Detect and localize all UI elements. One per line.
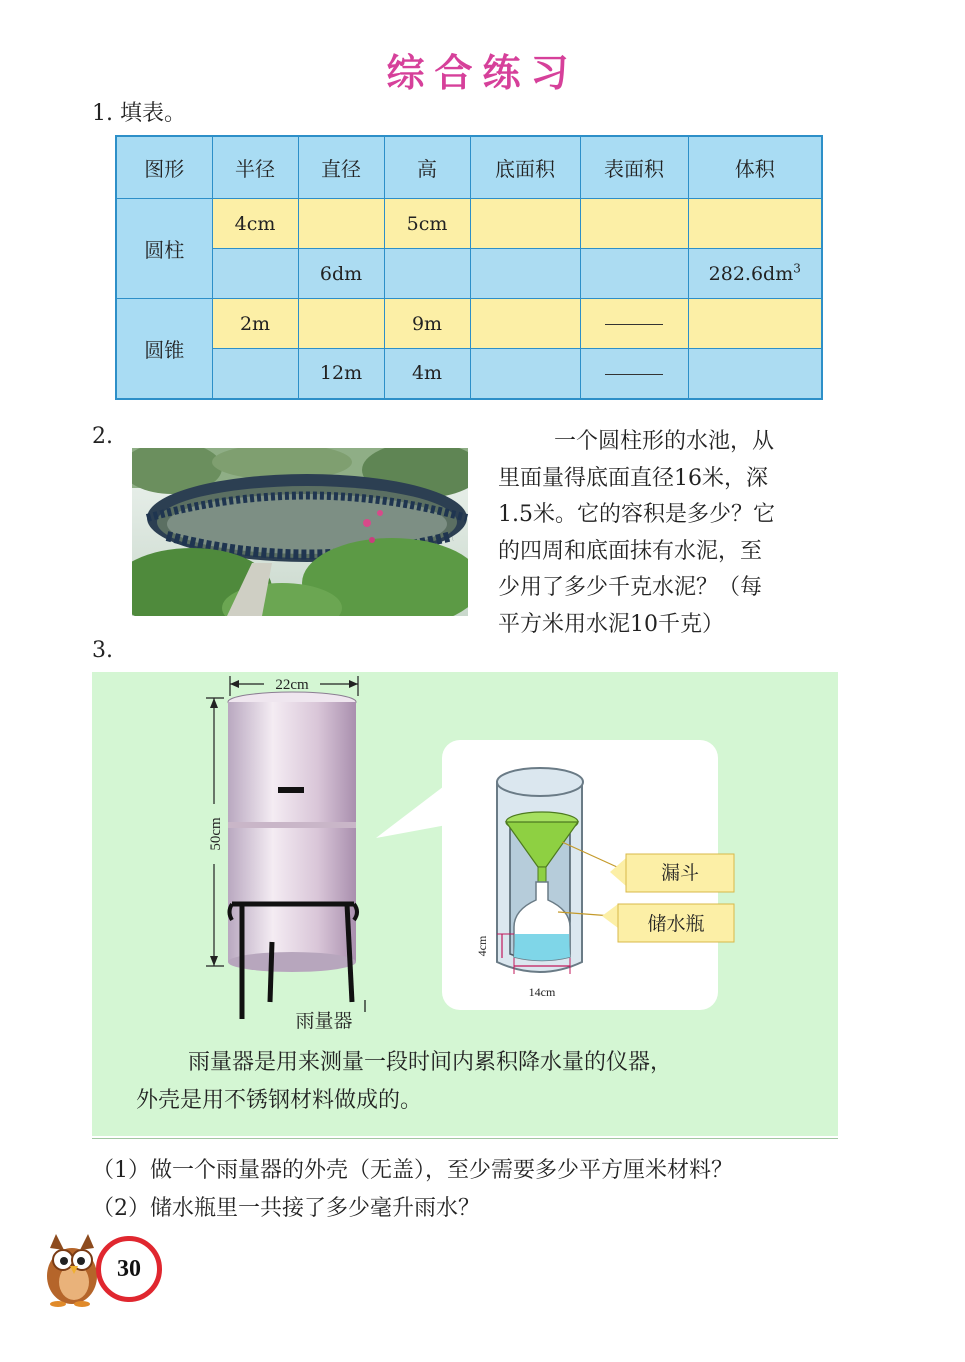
cell-diameter[interactable] bbox=[298, 299, 384, 349]
cell-surface-area[interactable] bbox=[580, 249, 688, 299]
header-radius: 半径 bbox=[212, 136, 298, 199]
divider bbox=[92, 1138, 838, 1139]
page-number: 30 bbox=[96, 1236, 162, 1302]
question-2-text bbox=[498, 424, 848, 643]
bottle-label: 储水瓶 bbox=[647, 913, 705, 935]
table-row bbox=[116, 199, 822, 249]
header-shape: 图形 bbox=[116, 136, 212, 199]
dash-mark bbox=[605, 374, 663, 375]
table-header-row bbox=[116, 136, 822, 199]
table-row bbox=[116, 349, 822, 399]
cell-base-area[interactable] bbox=[470, 249, 580, 299]
cell-radius[interactable] bbox=[212, 249, 298, 299]
cell-height[interactable] bbox=[384, 249, 470, 299]
text-line: 少用了多少千克水泥？（每 bbox=[498, 575, 763, 600]
question-1-label: 1. 填表。 bbox=[92, 101, 186, 126]
cell-radius[interactable] bbox=[212, 349, 298, 399]
cell-surface-area[interactable] bbox=[580, 199, 688, 249]
rain-gauge-illustration bbox=[92, 672, 838, 1052]
text-line: 平方米用水泥10千克） bbox=[498, 611, 724, 637]
text-line: 里面量得底面直径16米，深 bbox=[498, 465, 768, 491]
rain-gauge-label: 雨量器 bbox=[295, 1010, 353, 1032]
bottle-width-label: 14cm bbox=[528, 985, 556, 999]
volume-value: 282.6dm bbox=[708, 262, 794, 285]
cell-base-area[interactable] bbox=[470, 199, 580, 249]
funnel-label: 漏斗 bbox=[660, 862, 700, 884]
owl-icon bbox=[38, 1226, 104, 1308]
cell-base-area[interactable] bbox=[470, 299, 580, 349]
fill-in-table bbox=[115, 135, 823, 400]
description-line: 雨量器是用来测量一段时间内累积降水量的仪器， bbox=[188, 1050, 673, 1075]
cell-surface-area-na bbox=[580, 299, 688, 349]
width-dimension-label: 22cm bbox=[275, 677, 309, 693]
cell-diameter: 6dm bbox=[298, 249, 384, 299]
description-line: 外壳是用不锈钢材料做成的。 bbox=[136, 1088, 423, 1113]
cell-radius: 2m bbox=[212, 299, 298, 349]
text-line: 的四周和底面抹有水泥，至 bbox=[498, 538, 763, 564]
text-line: 1.5米。它的容积是多少？它 bbox=[498, 502, 775, 527]
subquestion-1: （1）做一个雨量器的外壳（无盖），至少需要多少平方厘米材料？ bbox=[92, 1158, 733, 1183]
header-surface-area: 表面积 bbox=[580, 136, 688, 199]
header-diameter: 直径 bbox=[298, 136, 384, 199]
question-3-number: 3. bbox=[92, 638, 113, 663]
cell-radius: 4cm bbox=[212, 199, 298, 249]
cell-surface-area-na bbox=[580, 349, 688, 399]
row-label-cylinder: 圆柱 bbox=[116, 199, 212, 299]
text-line: 一个圆柱形的水池，从 bbox=[554, 429, 775, 454]
volume-exponent: 3 bbox=[793, 261, 801, 276]
cell-diameter: 12m bbox=[298, 349, 384, 399]
header-height: 高 bbox=[384, 136, 470, 199]
cell-height: 5cm bbox=[384, 199, 470, 249]
water-height-label: 4cm bbox=[475, 935, 489, 957]
header-base-area: 底面积 bbox=[470, 136, 580, 199]
cell-volume bbox=[688, 249, 822, 299]
question-3-subquestions bbox=[92, 1152, 912, 1228]
cell-diameter[interactable] bbox=[298, 199, 384, 249]
table-row bbox=[116, 249, 822, 299]
dash-mark bbox=[605, 324, 663, 325]
row-label-cone: 圆锥 bbox=[116, 299, 212, 399]
question-2-number: 2. bbox=[92, 424, 113, 449]
table-row bbox=[116, 299, 822, 349]
cell-base-area[interactable] bbox=[470, 349, 580, 399]
cell-height: 9m bbox=[384, 299, 470, 349]
height-dimension-label: 50cm bbox=[208, 817, 224, 851]
cell-volume[interactable] bbox=[688, 299, 822, 349]
cell-height: 4m bbox=[384, 349, 470, 399]
header-volume: 体积 bbox=[688, 136, 822, 199]
cell-volume[interactable] bbox=[688, 199, 822, 249]
pool-photo bbox=[132, 448, 468, 616]
rain-gauge-description bbox=[136, 1044, 826, 1120]
cell-volume[interactable] bbox=[688, 349, 822, 399]
subquestion-2: （2）储水瓶里一共接了多少毫升雨水？ bbox=[92, 1196, 480, 1221]
page-title: 综合练习 bbox=[386, 51, 579, 95]
